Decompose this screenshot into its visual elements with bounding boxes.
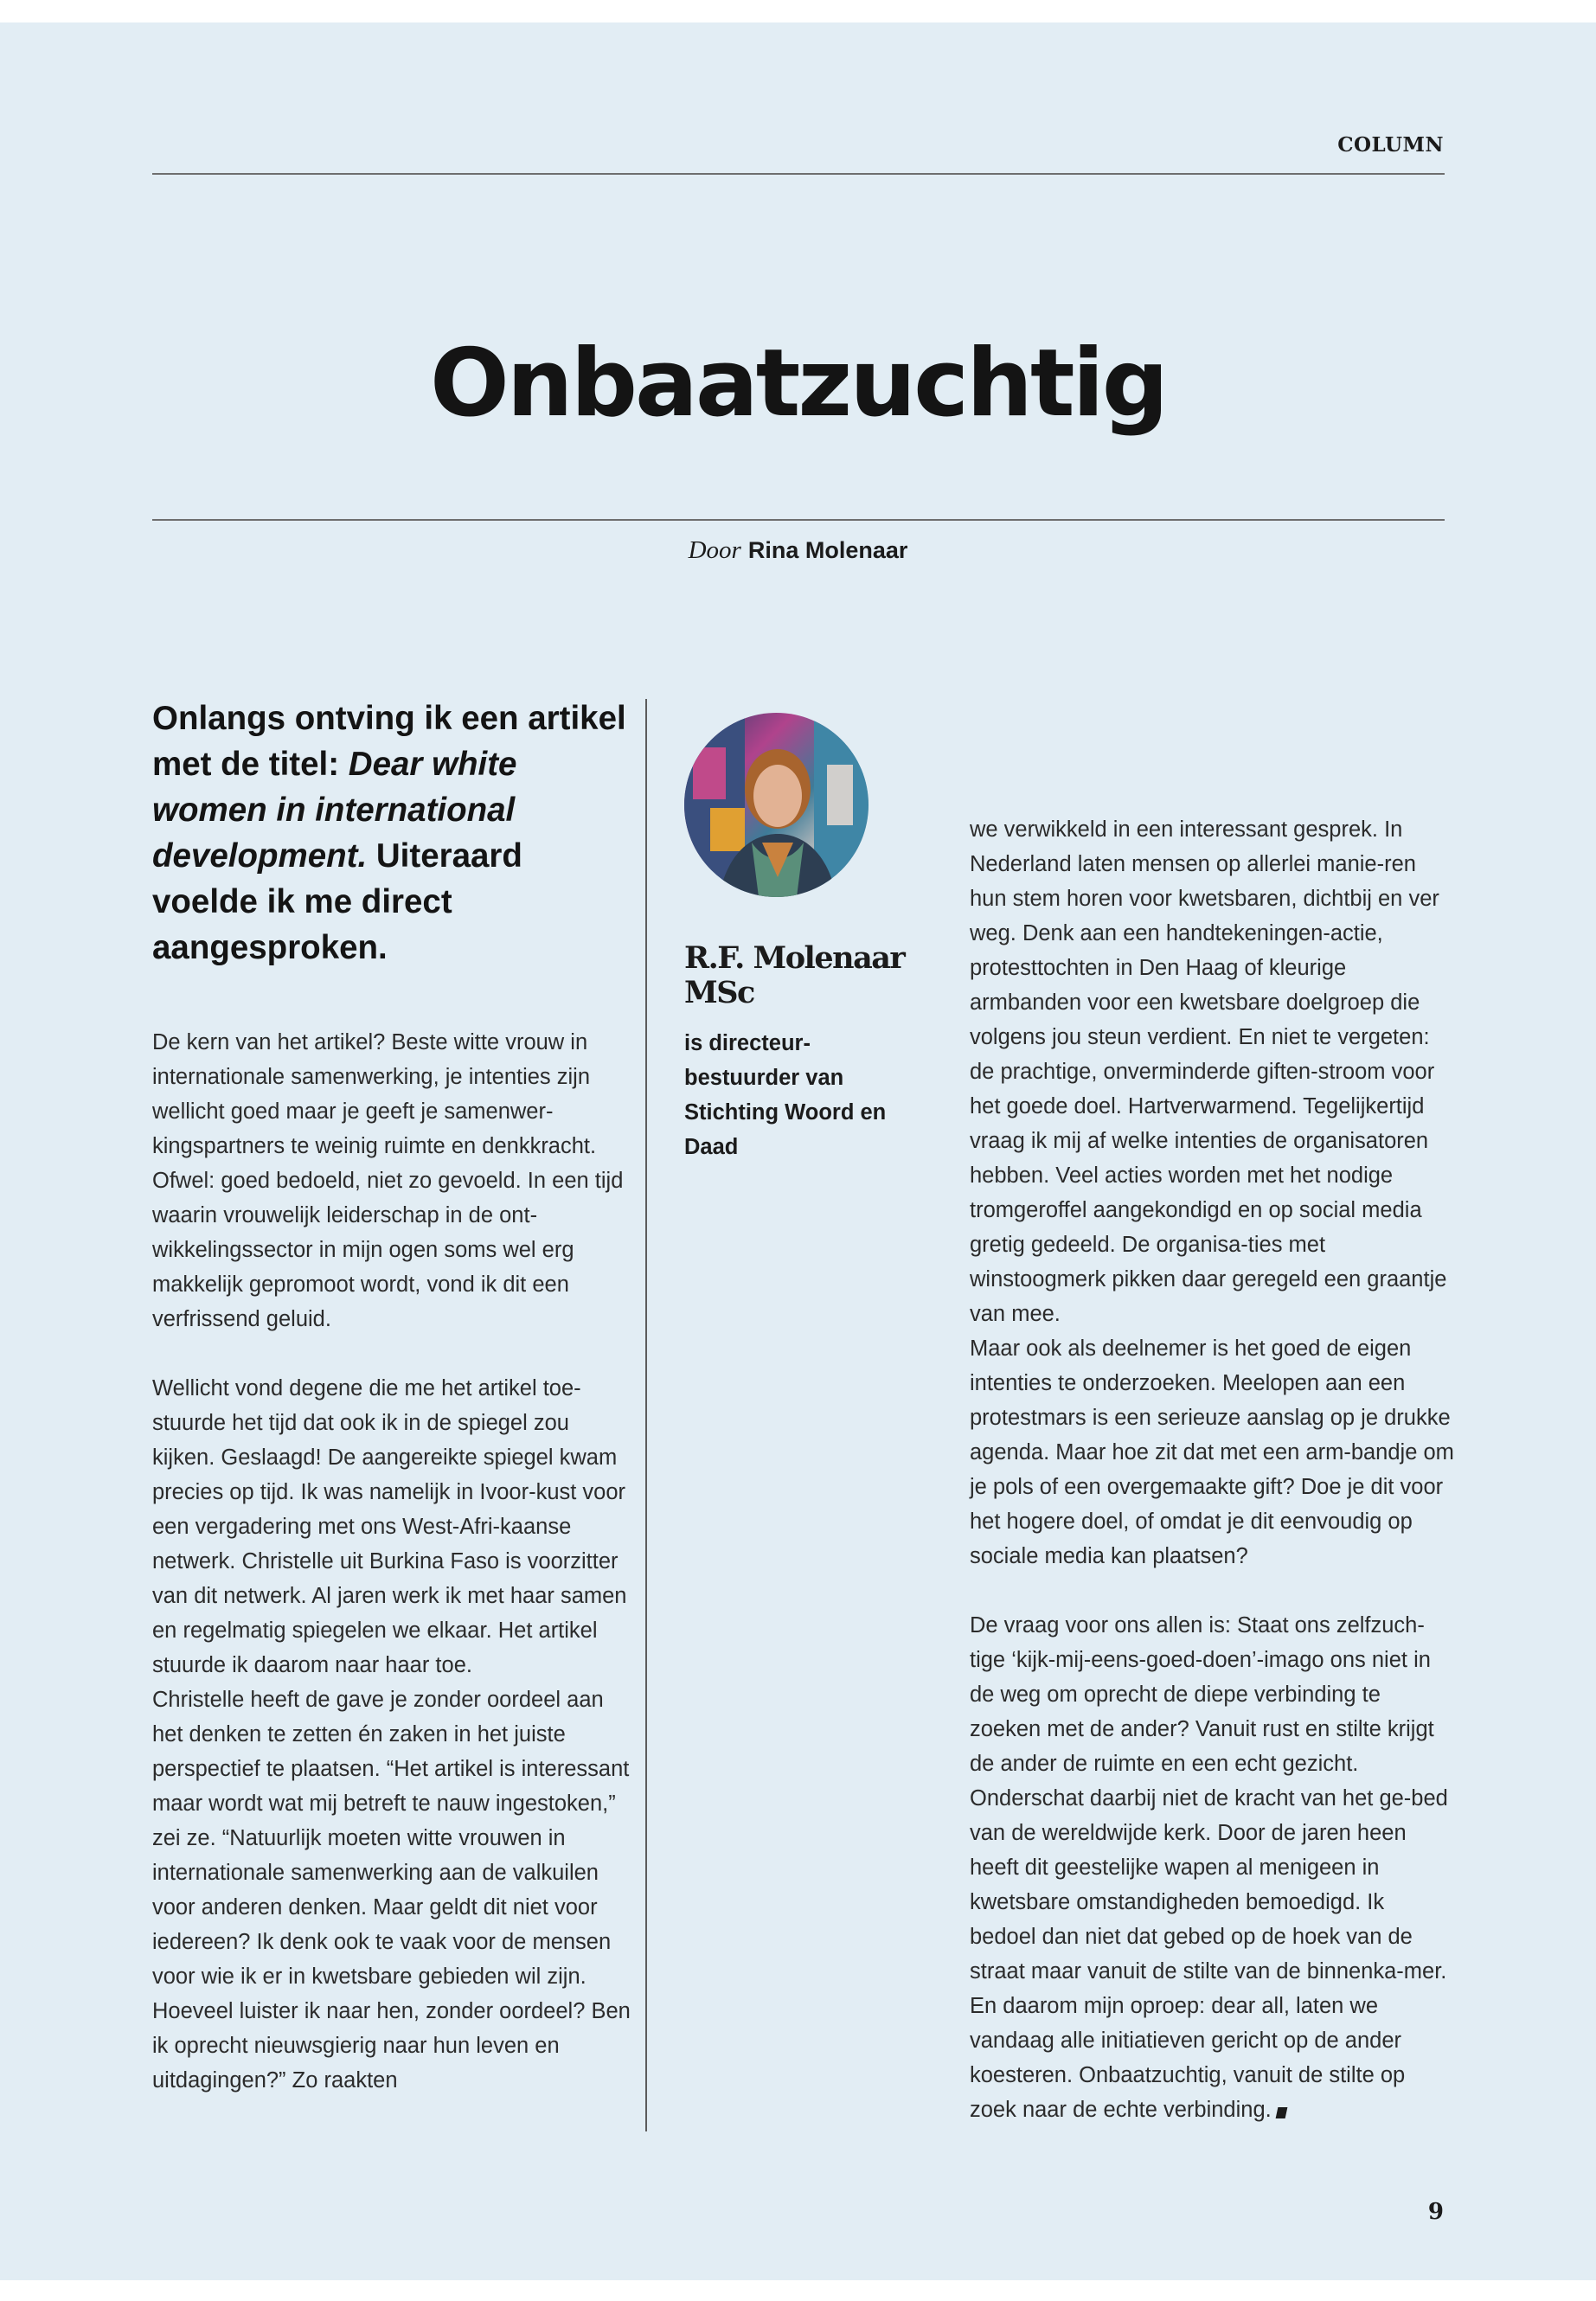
body-paragraph: Christelle heeft de gave je zonder oordeel aan het denken te zetten én zaken in het juiste perspectief te plaatsen. “Het artikel is interessant maar wordt wat mij betreft te nauw ingestoken,” zei ze. “Natuurlijk moeten witte vrouwen in internationale samenwerking aan de valkuilen voor anderen denken. Maar geldt dit niet voor iedereen? Ik denk ook te vaak voor de mensen voor wie ik er in kwetsbare gebieden wil zijn. Hoeveel luister ik naar hen, zonder oordeel? Ben ik oprecht nieuwsgierig naar hun leven en uitdagingen?” Zo raakten [152, 1688, 631, 2093]
body-paragraph: we verwikkeld in een interessant gesprek. In Nederland laten mensen op allerlei manie-ren hun stem horen voor kwetsbaren, dichtbij en ver weg. Denk aan een handtekeningen-actie, protesttochten in Den Haag of kleurige armbanden voor een kwetsbare doelgroep die volgens jou steun verdient. En niet te vergeten: de prachtige, onverminderde giften-stroom voor het goede doel. Hartverwarmend. Tegelijkertijd vraag ik mij af welke intenties de organisatoren hebben. Veel acties worden met het nodige tromgeroffel aangekondigd en op social media gretig gedeeld. De organisa-ties met winstoogmerk pikken daar geregeld een graantje van mee. [970, 817, 1447, 1326]
author-description: is directeur-bestuurder van Stichting Woord en Daad [684, 1031, 887, 1159]
lead-paragraph [152, 695, 633, 971]
final-paragraph [970, 1608, 1454, 2127]
section-label: COLUMN [1337, 133, 1444, 157]
author-name: R.F. Molenaar MSc [684, 940, 905, 1010]
page-number: 9 [1427, 2199, 1444, 2225]
final-paragraph-text: De vraag voor ons allen is: Staat ons zelfzuch-tige ‘kijk-mij-eens-goed-doen’-imago ons niet in de weg om oprecht de diepe verbinding te zoeken met de ander? Vanuit rust en stilte krijgt de ander de ruimte en een echt gezicht. Onderschat daarbij niet de kracht van het ge-bed van de wereldwijde kerk. Door de jaren heen heeft dit geestelijke wapen al menigeen in kwetsbare omstandigheden bemoedigd. Ik bedoel dan niet dat gebed op de hoek van de straat maar vanuit de stilte van de binnenka-mer. En daarom mijn oproep: dear all, laten we vandaag alle initiatieven gericht op de ander koesteren. Onbaatzuchtig, vanuit de stilte op zoek naar de echte verbinding. [970, 1613, 1448, 2122]
lead-intro: Onlangs ontving ik een artikel met de titel: [152, 700, 626, 783]
title-divider [152, 519, 1445, 521]
end-of-article-mark [1275, 2107, 1287, 2118]
paragraph-gap [152, 1336, 633, 1371]
byline [0, 536, 1596, 565]
author-portrait-image [684, 713, 869, 897]
column-divider [645, 699, 647, 2131]
left-column [152, 695, 633, 2098]
byline-prefix: Door [688, 536, 741, 564]
article-title: Onbaatzuchtig [430, 330, 1166, 438]
byline-author: Rina Molenaar [747, 537, 908, 563]
magazine-page [0, 22, 1596, 2280]
lead-article-title: Dear white women in international development. [152, 746, 517, 875]
author-photo [684, 713, 869, 897]
right-column [970, 812, 1454, 2127]
lead-outro: Uiteraard voelde ik me direct aangesproken. [152, 837, 522, 966]
body-paragraph: De kern van het artikel? Beste witte vrouw in internationale samenwerking, je intenties zijn wellicht goed maar je geeft je samenwer-kingspartners te weinig ruimte en denkkracht. Ofwel: goed bedoeld, niet zo gevoeld. In een tijd waarin vrouwelijk leiderschap in de ont-wikkelingssector in mijn ogen soms wel erg makkelijk gepromoot wordt, vond ik dit een verfrissend geluid. [152, 1030, 624, 1331]
author-block [684, 941, 909, 1164]
paragraph-gap [970, 1574, 1454, 1608]
body-paragraph: Maar ook als deelnemer is het goed de eigen intenties te onderzoeken. Meelopen aan een protestmars is een serieuze aanslag op je drukke agenda. Maar hoe zit dat met een arm-bandje om je pols of een overgemaakte gift? Doe je dit voor het hogere doel, of omdat je dit eenvoudig op sociale media kan plaatsen? [970, 1336, 1454, 1568]
body-paragraph: Wellicht vond degene die me het artikel toe-stuurde het tijd dat ook ik in de spiegel zou kijken. Geslaagd! De aangereikte spiegel kwam precies op tijd. Ik was namelijk in Ivoor-kust voor een vergadering met ons West-Afri-kaanse netwerk. Christelle uit Burkina Faso is voorzitter van dit netwerk. Al jaren werk ik met haar samen en regelmatig spiegelen we elkaar. Het artikel stuurde ik daarom naar haar toe. [152, 1376, 627, 1677]
top-divider [152, 173, 1445, 175]
